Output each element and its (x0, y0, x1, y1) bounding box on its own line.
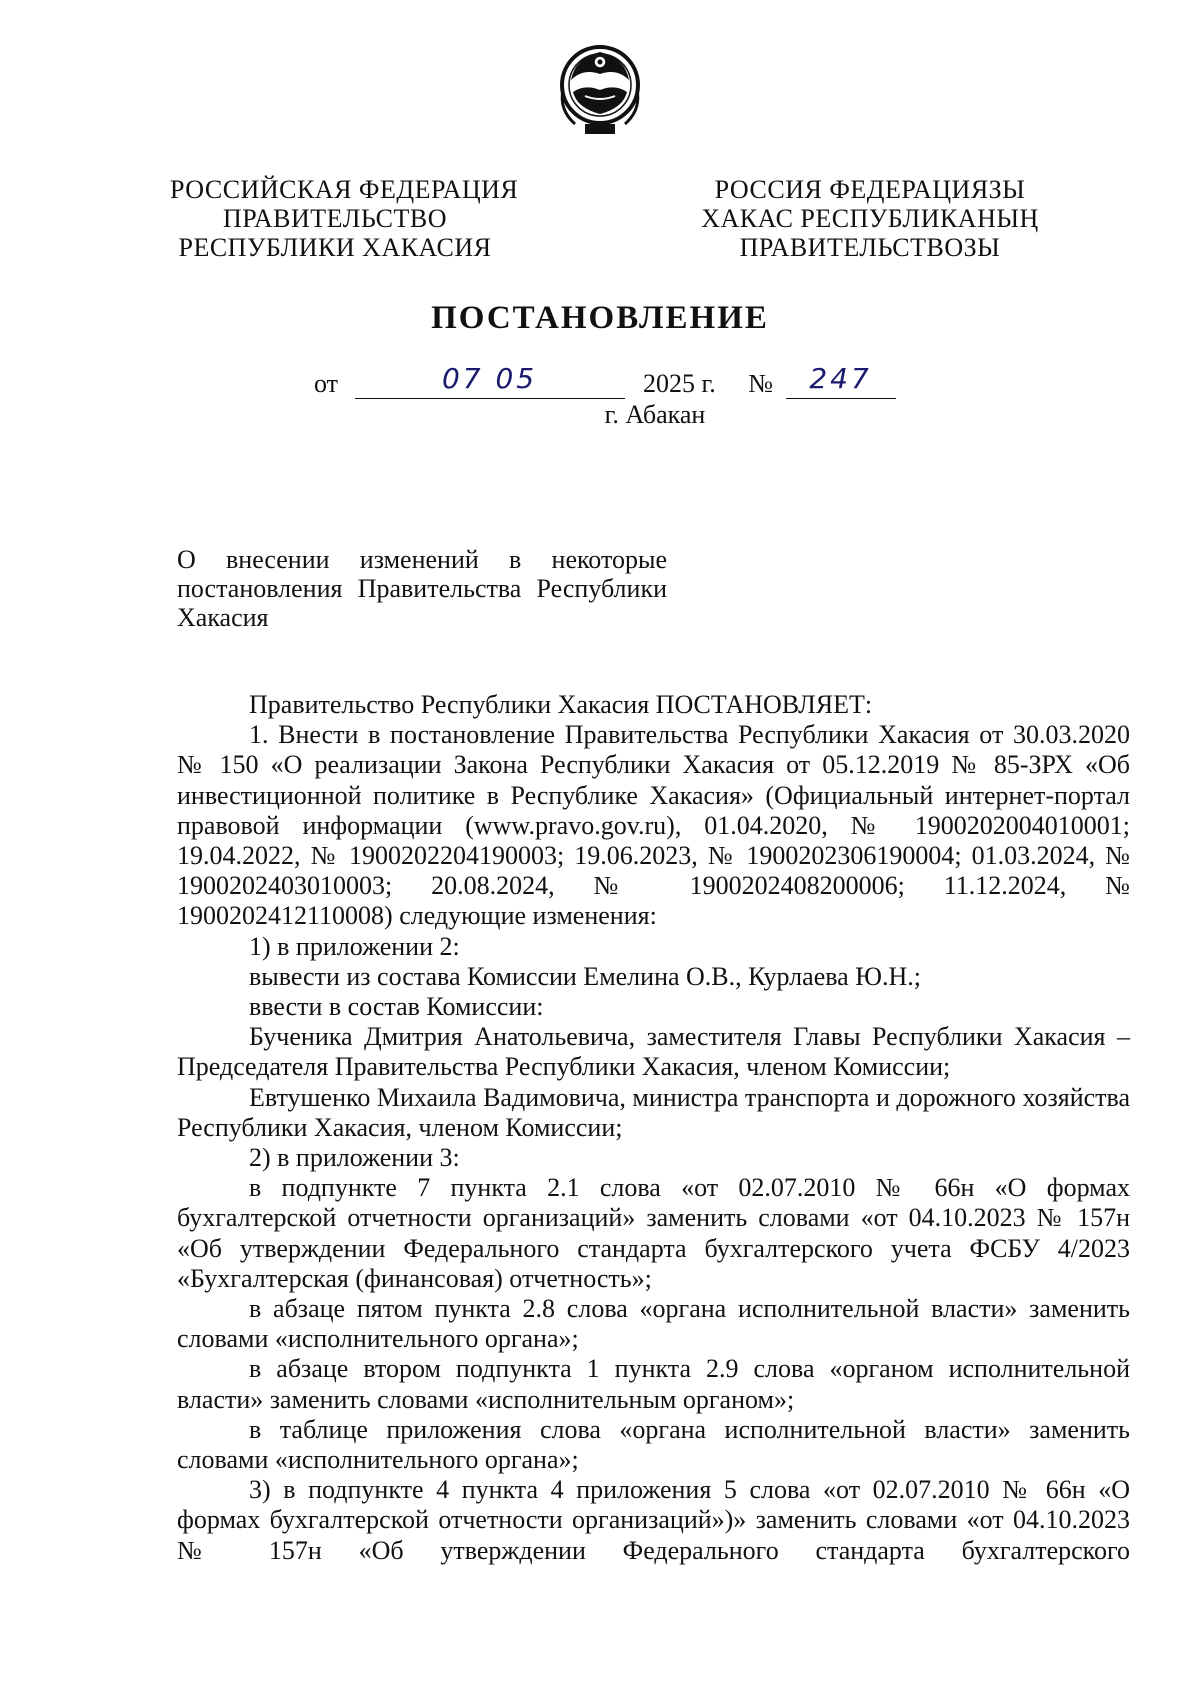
header-right-line: ПРАВИТЕЛЬСТВОЗЫ (739, 233, 1001, 262)
header-right-line: ХАКАС РЕСПУБЛИКАНЫҢ (701, 204, 1039, 233)
header-left-line: РЕСПУБЛИКИ ХАКАСИЯ (178, 233, 492, 262)
document-subject: О внесении изменений в некоторые постановления Правительства Республики Хакасия (177, 545, 667, 632)
paragraph: 2) в приложении 3: (249, 1143, 460, 1173)
paragraph: 3) в подпункте 4 пункта 4 приложения 5 слова «от 02.07.2010 № 66н «О формах бухгалтерской отчетности организаций»)» заменить словами «от 04.10.2023 № 157н «Об утверждении Федерального стандарта бухгалтерского (177, 1475, 1130, 1565)
paragraph: Бученика Дмитрия Анатольевича, заместителя Главы Республики Хакасия – Председателя Правительства Республики Хакасия, членом Комиссии; (177, 1022, 1130, 1082)
document-body (177, 690, 1130, 1566)
date-number-line (314, 362, 896, 402)
paragraph: в абзаце пятом пункта 2.8 слова «органа исполнительной власти» заменить словами «исполнительного органа»; (177, 1294, 1130, 1354)
paragraph: ввести в состав Комиссии: (249, 992, 544, 1022)
number-field (786, 362, 896, 399)
header-right-line: РОССИЯ ФЕДЕРАЦИЯЗЫ (714, 175, 1026, 204)
header-left-line: ПРАВИТЕЛЬСТВО (223, 204, 447, 233)
paragraph: в подпункте 7 пункта 2.1 слова «от 02.07.2010 № 66н «О формах бухгалтерской отчетности организаций» заменить словами «от 04.10.2023 № 157н «Об утверждении Федерального стандарта бухгалтерского учета ФСБУ 4/2023 «Бухгалтерская (финансовая) отчетность»; (177, 1173, 1130, 1293)
paragraph: 1. Внести в постановление Правительства Республики Хакасия от 30.03.2020 № 150 «О реализации Закона Республики Хакасия от 05.12.2019 № 85-ЗРХ «Об инвестиционной политике в Республике Хакасия» (Официальный интернет-портал правовой информации (www.pravo.gov.ru), 01.04.2020, № 1900202004010001; 19.04.2022, № 1900202204190003; 19.06.2023, № 1900202306190004; 01.03.2024, № 1900202403010003; 20.08.2024, № 1900202408200006; 11.12.2024, № 1900202412110008) следующие изменения: (177, 720, 1130, 931)
date-field (355, 362, 625, 399)
number-prefix: № (748, 369, 774, 398)
paragraph: в таблице приложения слова «органа исполнительной власти» заменить словами «исполнительного органа»; (177, 1414, 1130, 1475)
paragraph: вывести из состава Комиссии Емелина О.В., Курлаева Ю.Н.; (249, 961, 921, 991)
document-title: ПОСТАНОВЛЕНИЕ (431, 300, 769, 336)
paragraph: Евтушенко Михаила Вадимовича, министра транспорта и дорожного хозяйства Республики Хакасия, членом Комиссии; (177, 1082, 1130, 1142)
paragraph: Правительство Республики Хакасия ПОСТАНОВЛЯЕТ: (249, 690, 873, 719)
paragraph: 1) в приложении 2: (249, 931, 460, 961)
city: г. Абакан (604, 400, 706, 429)
paragraph: в абзаце втором подпункта 1 пункта 2.9 слова «органом исполнительной власти» заменить словами «исполнительным органом»; (177, 1354, 1130, 1414)
header-right-block (700, 175, 1040, 262)
header-left-block (170, 175, 519, 262)
header-left-line: РОССИЙСКАЯ ФЕДЕРАЦИЯ (170, 175, 519, 204)
coat-of-arms-icon (555, 40, 645, 140)
year-text: 2025 г. (643, 369, 716, 398)
number-handwritten: 247 (809, 362, 872, 395)
date-handwritten: 07 05 (441, 362, 538, 395)
date-prefix: от (314, 369, 339, 398)
